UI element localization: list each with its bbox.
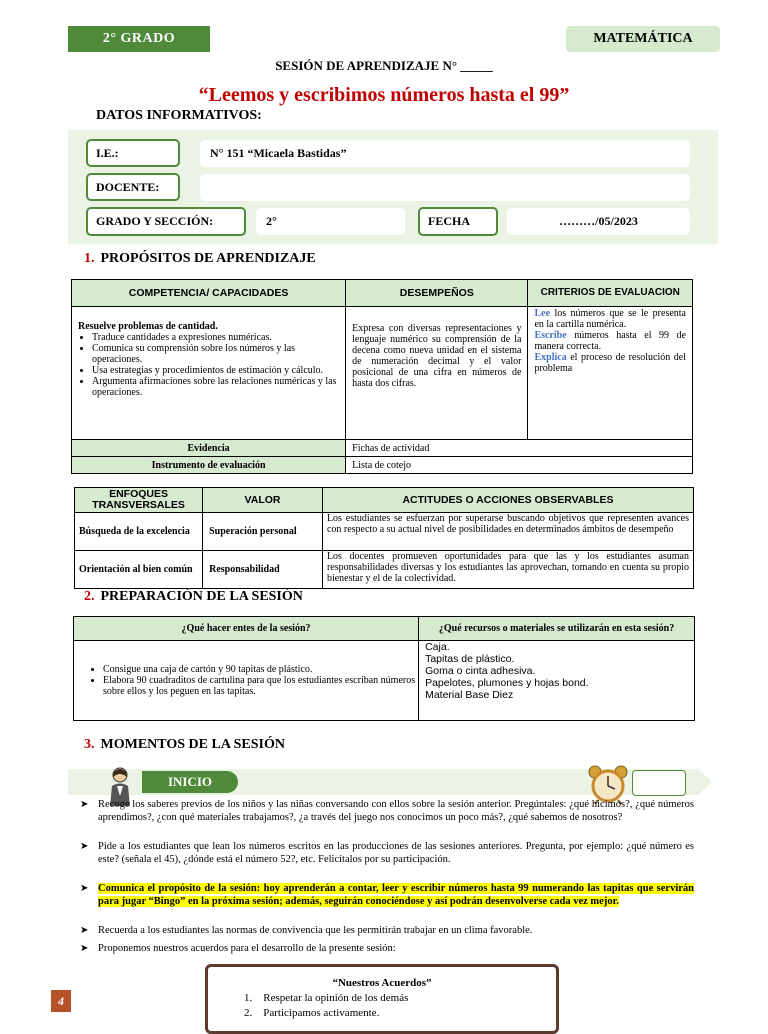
- section-3-heading: [84, 737, 285, 753]
- list-item: Tapitas de plástico.: [425, 653, 515, 665]
- list-item: [80, 883, 694, 908]
- purposes-table: [71, 279, 693, 474]
- criterio-text: el proceso de resolución del problema: [534, 352, 686, 374]
- section-2-heading: [84, 589, 303, 605]
- criterio-verb: Lee: [534, 308, 551, 319]
- arrow-bullet-icon: ➤: [80, 883, 89, 894]
- enfoque-cell: Búsqueda de la excelencia: [75, 513, 203, 551]
- section-number: 2.: [84, 589, 95, 604]
- col-header-materials: ¿Qué recursos o materiales se utilizarán en esta sesión?: [419, 617, 695, 641]
- page-number: 4: [51, 990, 71, 1012]
- valor-cell: Responsabilidad: [203, 551, 323, 589]
- list-item: • Argumenta afirmaciones sobre las relaciones numéricas y las operaciones.: [92, 376, 341, 398]
- criterio-text: los números que se le presenta en la cartilla numérica.: [534, 308, 686, 330]
- list-item: Goma o cinta adhesiva.: [425, 665, 536, 677]
- enfoques-table: [74, 487, 694, 589]
- grado-label: GRADO Y SECCIÓN:: [86, 207, 246, 236]
- section-title: MOMENTOS DE LA SESIÓN: [100, 737, 286, 752]
- session-number-line: SESIÓN DE APRENDIZAJE N° _____: [275, 58, 493, 73]
- arrow-bullet-icon: ➤: [80, 841, 89, 852]
- criterio-verb: Explica: [534, 352, 567, 363]
- bullet-text: Recuerda a los estudiantes las normas de convivencia que les permitirán trabajar en un clima favorable.: [98, 925, 533, 936]
- evidencia-value: Fichas de actividad: [346, 440, 693, 457]
- section-title: PREPARACIÓN DE LA SESIÓN: [100, 589, 303, 604]
- competencia-title: Resuelve problemas de cantidad.: [78, 321, 218, 332]
- list-item: Caja.: [425, 641, 450, 653]
- instrumento-value: Lista de cotejo: [346, 457, 693, 474]
- list-item: [80, 799, 694, 824]
- before-list: [75, 664, 417, 697]
- valor-cell: Superación personal: [203, 513, 323, 551]
- bullet-text: Pide a los estudiantes que lean los números escritos en las producciones de las sesiones anteriores. Pregunta, por ejemplo: ¿qué número es este? (señala el 45), ¿dónde está el número 52?, etc. Felicítalos por su participación.: [98, 841, 694, 865]
- bullet-text: Proponemos nuestros acuerdos para el desarrollo de la presente sesión:: [98, 943, 396, 954]
- list-item: • Elabora 90 cuadraditos de cartulina para que los estudiantes escriban números sobre ellos y los peguen en las tapitas.: [103, 675, 417, 697]
- preparation-table: [73, 616, 695, 721]
- inicio-label: INICIO: [142, 771, 238, 793]
- datos-heading: DATOS INFORMATIVOS:: [96, 108, 262, 123]
- subject-tab: MATEMÁTICA: [566, 26, 720, 52]
- fecha-field[interactable]: ………/05/2023: [507, 208, 690, 235]
- actitud-cell: Los estudiantes se esfuerzan por superarse buscando objetivos que representen avances con respecto a su actual nivel de posibilidades en determinados ámbitos de desempeño: [322, 513, 693, 551]
- ie-field[interactable]: N° 151 “Micaela Bastidas”: [200, 140, 690, 167]
- docente-field[interactable]: [200, 174, 690, 201]
- enfoque-cell: Orientación al bien común: [75, 551, 203, 589]
- criterios-cell: [528, 307, 693, 440]
- list-item: Papelotes, plumones y hojas bond.: [425, 677, 589, 689]
- section-number: 3.: [84, 737, 95, 752]
- col-header-desempenos: DESEMPEÑOS: [346, 280, 528, 307]
- list-item: • Comunica su comprensión sobre los números y las operaciones.: [92, 343, 341, 365]
- instrumento-label: Instrumento de evaluación: [72, 457, 346, 474]
- list-item: • Consigue una caja de cartón y 90 tapitas de plástico.: [103, 664, 417, 675]
- ie-label: I.E.:: [86, 139, 180, 167]
- desempeno-text: Expresa con diversas representaciones y lenguaje numérico su comprensión de la decena como nueva unidad en el sistema de numeración decimal y el valor posicional de una cifra en números de hasta dos cifras.: [346, 307, 528, 440]
- col-header-valor: VALOR: [203, 488, 323, 513]
- list-item: [80, 841, 694, 866]
- list-item: 1. Respetar la opinión de los demás: [244, 992, 409, 1004]
- actitud-cell: Los docentes promueven oportunidades para que las y los estudiantes asuman responsabilidades diversas y los estudiantes las aprovechan, tomando en cuenta su propio bienestar y el de la colectividad.: [322, 551, 693, 589]
- list-item: 2. Participamos activamente.: [244, 1007, 380, 1019]
- page-title: “Leemos y escribimos números hasta el 99”: [198, 84, 570, 106]
- col-header-competencia: COMPETENCIA/ CAPACIDADES: [72, 280, 346, 307]
- grado-field[interactable]: 2°: [256, 208, 405, 235]
- col-header-criterios: CRITERIOS DE EVALUACION: [528, 280, 693, 307]
- col-header-actitudes: ACTITUDES O ACCIONES OBSERVABLES: [322, 488, 693, 513]
- col-header-enfoques: ENFOQUES TRANSVERSALES: [75, 488, 203, 513]
- alarm-clock-icon: [586, 764, 630, 804]
- list-item: • Usa estrategias y procedimientos de estimación y cálculo.: [92, 365, 341, 376]
- arrow-bullet-icon: ➤: [80, 799, 89, 810]
- section-title: PROPÓSITOS DE APRENDIZAJE: [100, 251, 316, 266]
- section-1-heading: [84, 251, 316, 267]
- bullet-text: Recoge los saberes previos de los niños y las niñas conversando con ellos sobre la sesión anterior. Pregúntales: ¿qué hicimos?, ¿qué números aprendimos?, ¿con qué materiales trabajamos?, ¿a través del juego nos conocimos un poco más?, ¿qué sabemos de nosotros?: [98, 799, 694, 823]
- list-item: • Traduce cantidades a expresiones numéricas.: [92, 332, 341, 343]
- list-item: Material Base Diez: [425, 689, 514, 701]
- materials-cell: [419, 641, 695, 721]
- arrow-bullet-icon: ➤: [80, 925, 89, 936]
- arrow-bullet-icon: ➤: [80, 943, 89, 954]
- time-box[interactable]: [632, 770, 686, 796]
- criterio-verb: Escribe: [534, 330, 567, 341]
- fecha-label: FECHA: [418, 207, 498, 236]
- col-header-before: ¿Qué hacer entes de la sesión?: [74, 617, 419, 641]
- inicio-arrow: [698, 769, 712, 795]
- grade-tab: 2° GRADO: [68, 26, 210, 52]
- evidencia-label: Evidencia: [72, 440, 346, 457]
- criterio-text: números hasta el 99 de manera correcta.: [534, 330, 686, 352]
- section-number: 1.: [84, 251, 95, 266]
- list-item: [80, 925, 694, 938]
- list-item: [80, 943, 694, 956]
- acuerdos-title: “Nuestros Acuerdos”: [332, 977, 432, 989]
- docente-label: DOCENTE:: [86, 173, 180, 201]
- capacidades-list: [78, 332, 341, 398]
- bullet-text-purpose: Comunica el propósito de la sesión: hoy aprenderán a contar, leer y escribir números hasta 99 numerando las tapitas que servirán para jugar “Bingo” en la próxima sesión; además, seguirán conociéndose y así podrán desenvolverse cada vez mejor.: [98, 883, 694, 907]
